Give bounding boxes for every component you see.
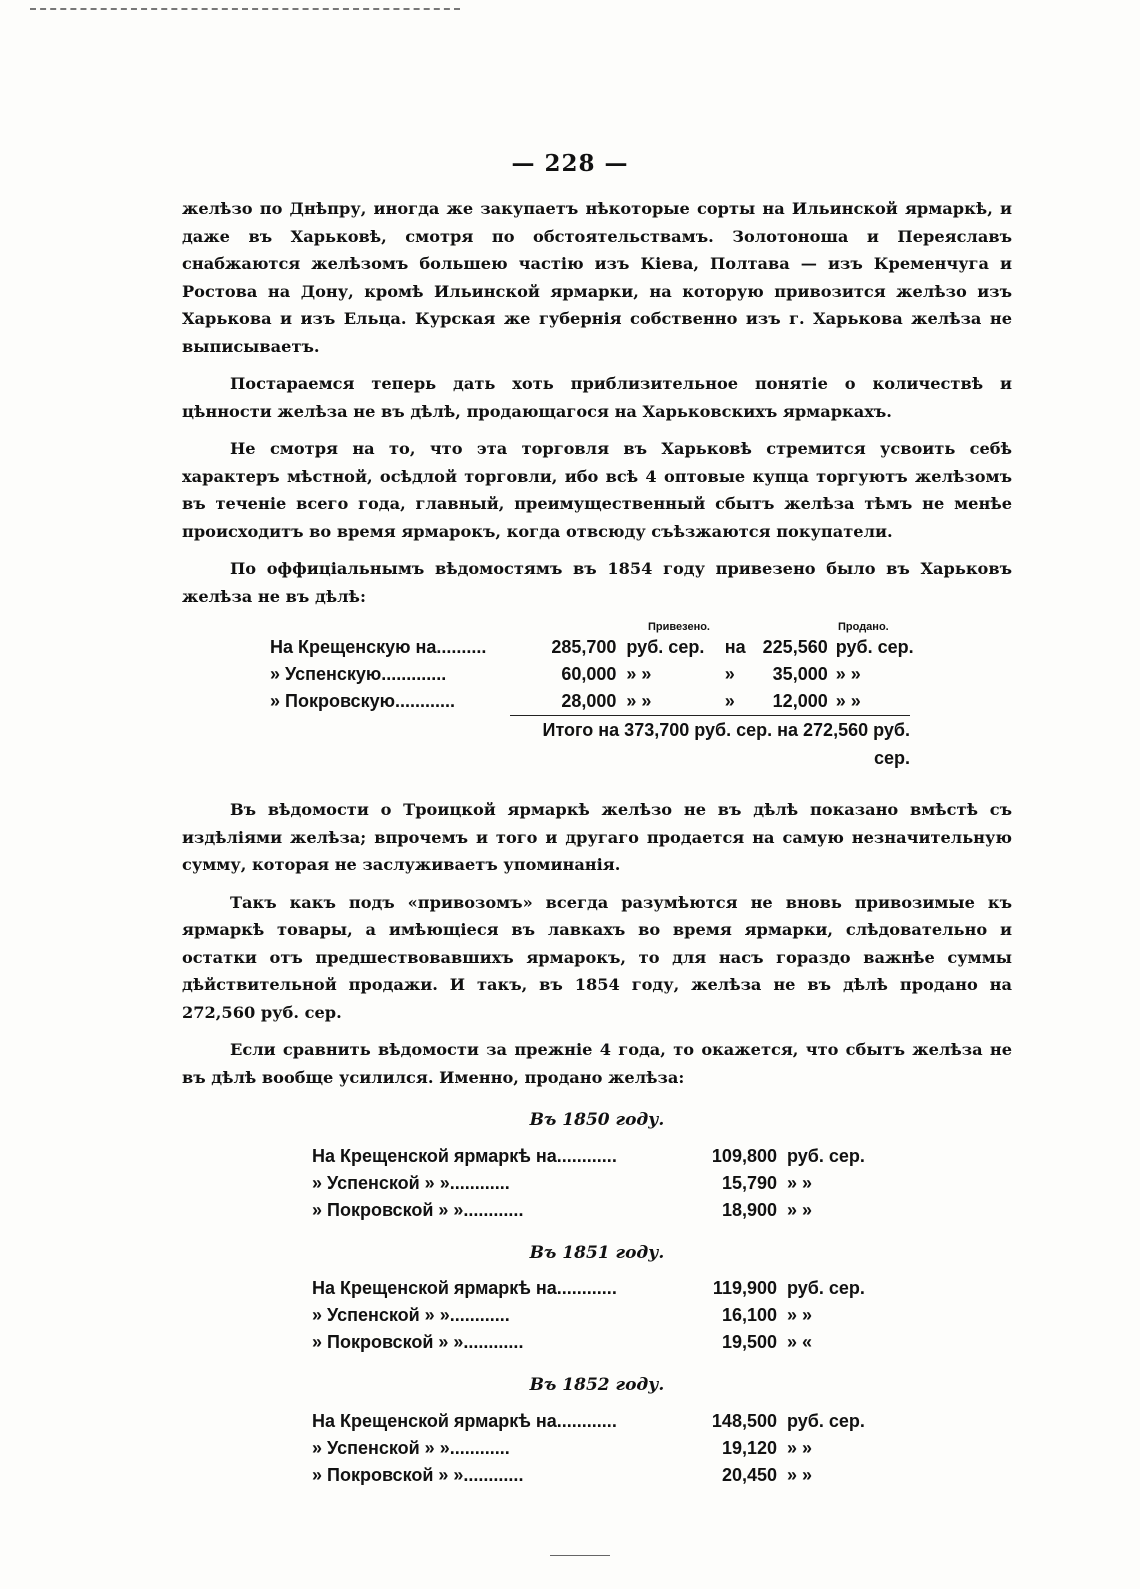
table-row [270, 688, 920, 715]
sold-value: 35,000 [772, 664, 828, 684]
table-row [312, 1275, 872, 1302]
unit: руб. сер. [835, 637, 914, 657]
table-row [312, 1143, 872, 1170]
unit: руб. сер. [787, 1145, 865, 1166]
row-label: » Успенской » »............ [312, 1437, 510, 1458]
paragraph: Если сравнить вѣдомости за прежніе 4 года, то окажется, что сбытъ желѣза не въ дѣлѣ вообще усилился. Именно, продано желѣза: [182, 1040, 1012, 1087]
unit: » » [787, 1437, 813, 1458]
unit: руб. сер. [787, 1410, 865, 1431]
row-value: 19,120 [721, 1437, 777, 1458]
year-heading: Въ 1852 году. [529, 1375, 665, 1395]
row-label: » Успенской » »............ [312, 1172, 510, 1193]
table-row [312, 1302, 872, 1329]
table-row [312, 1408, 872, 1435]
unit: » » [787, 1172, 813, 1193]
row-value: 148,500 [711, 1410, 777, 1431]
brought-value: 60,000 [561, 664, 617, 684]
row-label: » Покровской » »............ [312, 1464, 524, 1485]
brought-value: 28,000 [561, 691, 617, 711]
year-table [312, 1408, 872, 1489]
paragraph: По оффиціальнымъ вѣдомостямъ въ 1854 году привезено было въ Харьковъ желѣза не въ дѣлѣ: [182, 559, 1012, 606]
paragraph: Не смотря на то, что эта торговля въ Харьковѣ стремится усвоить себѣ характеръ мѣстной, осѣдлой торговли, ибо всѣ 4 оптовые купца торгуютъ желѣзомъ въ теченіе всего года, главный, преимущественный сбытъ желѣза тѣмъ не менѣе происходитъ во время ярмарокъ, когда отвсюду съѣзжаются покупатели. [182, 439, 1012, 541]
paragraph: Въ вѣдомости о Троицкой ярмаркѣ желѣзо не въ дѣлѣ показано вмѣстѣ съ издѣліями желѣза; впрочемъ и того и другаго продается на самую незначительную сумму, которая не заслуживаетъ упоминанія. [182, 800, 1012, 874]
column-header-sold: Продано. [838, 621, 889, 633]
row-value: 20,450 [721, 1464, 777, 1485]
table-row [312, 1329, 872, 1356]
row-label: » Покровскую............ [270, 691, 455, 711]
paragraph: желѣзо по Днѣпру, иногда же закупаетъ нѣкоторые сорты на Ильинской ярмаркѣ, и даже въ Харьковѣ, смотря по обстоятельствамъ. Золотоноша и Переяславъ снабжаются желѣзомъ большею частію изъ Кіева, Полтава — изъ Кременчуга и Ростова на Дону, кромѣ Ильинской ярмарки, на которую привозится желѣзо изъ Харькова и изъ Ельца. Курская же губернія собственно изъ г. Харькова желѣза не выписываетъ. [182, 199, 1012, 356]
row-value: 19,500 [721, 1332, 777, 1352]
fair-table-1854 [270, 620, 920, 772]
table-header [270, 620, 920, 634]
row-label: На Крещенской ярмаркѣ на............ [312, 1410, 617, 1431]
row-value: 15,790 [721, 1172, 777, 1193]
top-rule [30, 8, 460, 13]
paragraph: Постараемся теперь дать хоть приблизительное понятіе о количествѣ и цѣнности желѣза не въ дѣлѣ, продающагося на Харьковскихъ ярмаркахъ. [182, 374, 1012, 421]
unit: » » [835, 691, 861, 711]
table-row [312, 1435, 872, 1462]
connector: » [724, 691, 735, 711]
year-table [312, 1143, 872, 1224]
unit: » » [626, 691, 652, 711]
row-label: » Успенскую............. [270, 664, 447, 684]
unit: » » [787, 1199, 813, 1220]
unit: руб. сер. [626, 637, 705, 657]
row-value: 16,100 [721, 1305, 777, 1325]
table-row [312, 1170, 872, 1197]
unit: » » [787, 1464, 813, 1485]
unit: » » [626, 664, 652, 684]
unit: » » [835, 664, 861, 684]
row-label: » Успенской » »............ [312, 1305, 510, 1325]
table-row [270, 634, 920, 661]
column-header-brought: Привезено. [648, 621, 710, 633]
row-label: На Крещенской ярмаркѣ на............ [312, 1278, 617, 1298]
unit: руб. сер. [787, 1278, 865, 1298]
connector: » [724, 664, 735, 684]
unit: » « [787, 1332, 813, 1352]
year-table [312, 1275, 872, 1356]
row-label: » Покровской » »............ [312, 1332, 524, 1352]
table-row [312, 1462, 872, 1489]
row-label: » Покровской » »............ [312, 1199, 524, 1220]
table-row [270, 661, 920, 688]
row-label: На Крещенской ярмаркѣ на............ [312, 1145, 617, 1166]
table-total: Итого на 373,700 руб. сер. на 272,560 руб. сер. [510, 715, 910, 772]
paragraph: Такъ какъ подъ «привозомъ» всегда разумѣются не вновь привозимые къ ярмаркѣ товары, а имѣющіеся въ лавкахъ во время ярмарки, слѣдовательно и остатки отъ предшествовавшихъ ярмарокъ, то для насъ гораздо важнѣе суммы дѣйствительной продажи. И такъ, въ 1854 году, желѣза не въ дѣлѣ продано на 272,560 руб. сер. [182, 892, 1012, 1022]
row-value: 109,800 [711, 1145, 777, 1166]
row-value: 18,900 [721, 1199, 777, 1220]
row-label: На Крещенскую на.......... [270, 637, 487, 657]
brought-value: 285,700 [551, 637, 617, 657]
connector: на [724, 637, 746, 657]
year-heading: Въ 1850 году. [529, 1110, 665, 1130]
sold-value: 225,560 [762, 637, 828, 657]
sold-value: 12,000 [772, 691, 828, 711]
bottom-rule [550, 1555, 610, 1556]
table-row [312, 1197, 872, 1224]
page-body [182, 195, 1012, 1489]
row-value: 119,900 [712, 1278, 777, 1298]
year-heading: Въ 1851 году. [529, 1242, 665, 1263]
page-number: — 228 — [511, 150, 629, 177]
unit: » » [787, 1305, 813, 1325]
